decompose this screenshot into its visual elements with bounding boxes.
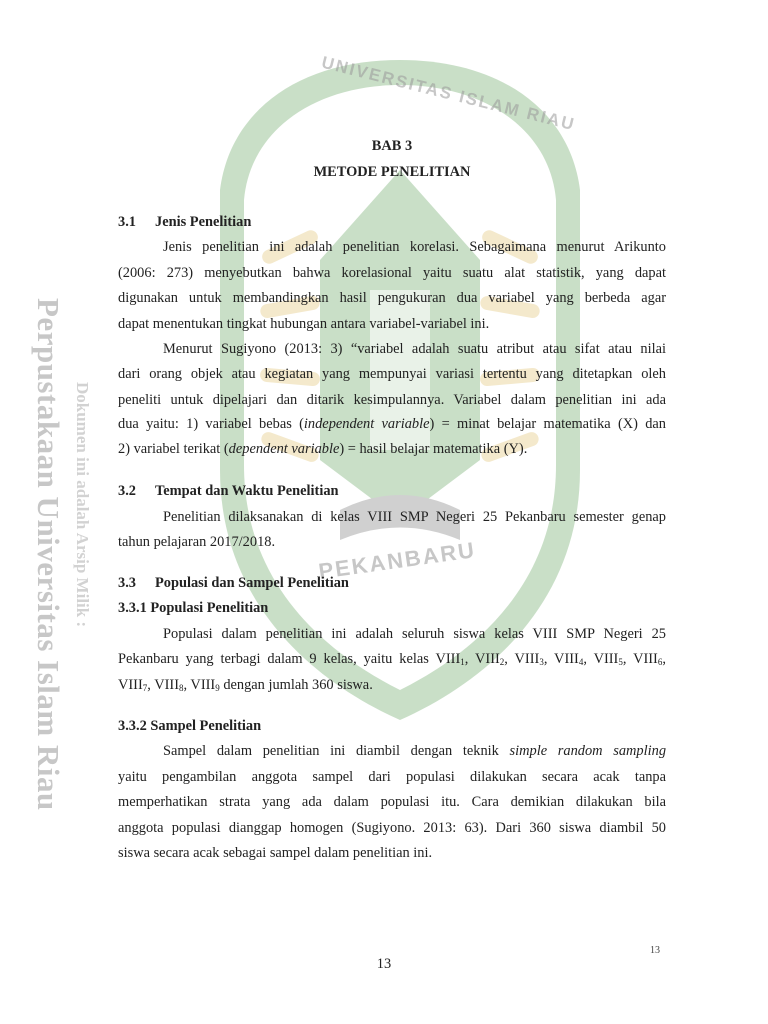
section-heading-3-3 xyxy=(118,573,666,593)
paragraph-line: (2006: 273) menyebutkan bahwa korelasional yaitu suatu alat statistik, yang dapat xyxy=(118,265,666,281)
class-name: , VIII xyxy=(583,651,619,667)
chapter-number: BAB 3 xyxy=(371,138,413,154)
subsection-heading-3-3-2: 3.3.2 Sampel Penelitian xyxy=(118,718,262,734)
italic-term: simple random sampling xyxy=(509,743,667,759)
class-name: , VIII xyxy=(622,651,658,667)
paragraph-line: yaitu pengambilan anggota sampel dari populasi dilakukan secara acak tanpa xyxy=(118,769,666,785)
class-name: , VIII xyxy=(543,651,579,667)
class-subscript: 6 xyxy=(657,657,663,667)
section-title: Tempat dan Waktu Penelitian xyxy=(155,483,339,499)
text-run: dengan jumlah 360 siswa. xyxy=(219,677,373,693)
paragraph-line: tahun pelajaran 2017/2018. xyxy=(118,534,276,550)
paragraph-line xyxy=(118,675,666,695)
class-subscript: 3 xyxy=(539,657,544,667)
class-subscript: 8 xyxy=(179,683,184,693)
section-number: 3.1 xyxy=(118,214,136,230)
text-run: ) = hasil belajar matematika (Y). xyxy=(339,441,528,457)
paragraph-line: peneliti untuk dipelajari dan ditarik kesimpulannya. Variabel dalam penelitian ini ada xyxy=(118,392,666,408)
paragraph-line: Populasi dalam penelitian ini adalah seluruh siswa kelas VIII SMP Negeri 25 xyxy=(163,626,666,642)
text-run: ) = minat belajar matematika (X) dan xyxy=(429,416,666,432)
class-subscript: 7 xyxy=(142,683,148,693)
emblem-bottom-text: PEKANBARU xyxy=(316,537,478,584)
paragraph-line xyxy=(118,649,666,669)
text-run: , xyxy=(662,651,666,667)
italic-term: independent variable xyxy=(303,416,430,432)
class-name: , VIII xyxy=(147,677,179,693)
paragraph-line: memperhatikan strata yang ada dalam populasi itu. Cara demikian dilakukan bila xyxy=(118,794,666,810)
section-title: Populasi dan Sampel Penelitian xyxy=(155,575,349,591)
side-watermark-library: Perpustakaan Universitas Islam Riau xyxy=(31,298,66,811)
corner-page-number: 13 xyxy=(650,945,660,956)
text-run: 2) variabel terikat ( xyxy=(118,441,229,457)
chapter-title: METODE PENELITIAN xyxy=(313,164,471,180)
text-run: Pekanbaru yang terbagi dalam 9 kelas, yaitu kelas xyxy=(118,651,436,667)
paragraph-line xyxy=(118,741,666,761)
paragraph-line: dapat menentukan tingkat hubungan antara variabel-variabel ini. xyxy=(118,316,490,332)
subsection-heading-3-3-1: 3.3.1 Populasi Penelitian xyxy=(118,600,269,616)
side-watermark-archive: Dokumen ini adalah Arsip Milik : xyxy=(73,382,92,628)
emblem-top-text: UNIVERSITAS ISLAM RIAU xyxy=(319,52,578,135)
paragraph-line xyxy=(118,414,666,434)
paragraph-line: digunakan untuk membandingkan hasil pengukuran dua variabel yang berbeda agar xyxy=(118,290,666,306)
text-run: dua yaitu: 1) variabel bebas ( xyxy=(118,416,304,432)
paragraph-line: anggota populasi dianggap homogen (Sugiyono. 2013: 63). Dari 360 siswa diambil 50 xyxy=(118,820,666,836)
class-name: , VIII xyxy=(183,677,216,693)
paragraph-line: Penelitian dilaksanakan di kelas VIII SMP Negeri 25 Pekanbaru semester genap xyxy=(163,509,666,525)
text-run: Sampel dalam penelitian ini diambil dengan teknik xyxy=(163,743,510,759)
class-name: , VIII xyxy=(464,651,500,667)
class-subscript: 4 xyxy=(578,657,584,667)
section-number: 3.2 xyxy=(118,483,136,499)
paragraph-line xyxy=(118,439,666,459)
class-subscript: 2 xyxy=(499,657,505,667)
paragraph-line: Menurut Sugiyono (2013: 3) “variabel adalah suatu atribut atau sifat atau nilai xyxy=(163,341,666,357)
class-name: , VIII xyxy=(504,651,540,667)
section-number: 3.3 xyxy=(118,575,136,591)
section-heading-3-1 xyxy=(118,212,666,232)
page-number: 13 xyxy=(376,956,392,972)
class-subscript: 5 xyxy=(618,657,623,667)
italic-term: dependent variable xyxy=(228,441,340,457)
class-subscript: 1 xyxy=(460,657,465,667)
paragraph-line: Jenis penelitian ini adalah penelitian korelasi. Sebagaimana menurut Arikunto xyxy=(163,239,666,255)
paragraph-line: dari orang objek atau kegiatan yang mempunyai variasi tertentu yang ditetapkan oleh xyxy=(118,366,666,382)
class-name: VIII xyxy=(435,651,461,667)
class-name: VIII xyxy=(118,677,143,693)
class-subscript: 9 xyxy=(215,683,220,693)
section-heading-3-2 xyxy=(118,481,666,501)
paragraph-line: siswa secara acak sebagai sampel dalam penelitian ini. xyxy=(118,845,433,861)
section-title: Jenis Penelitian xyxy=(155,214,252,230)
